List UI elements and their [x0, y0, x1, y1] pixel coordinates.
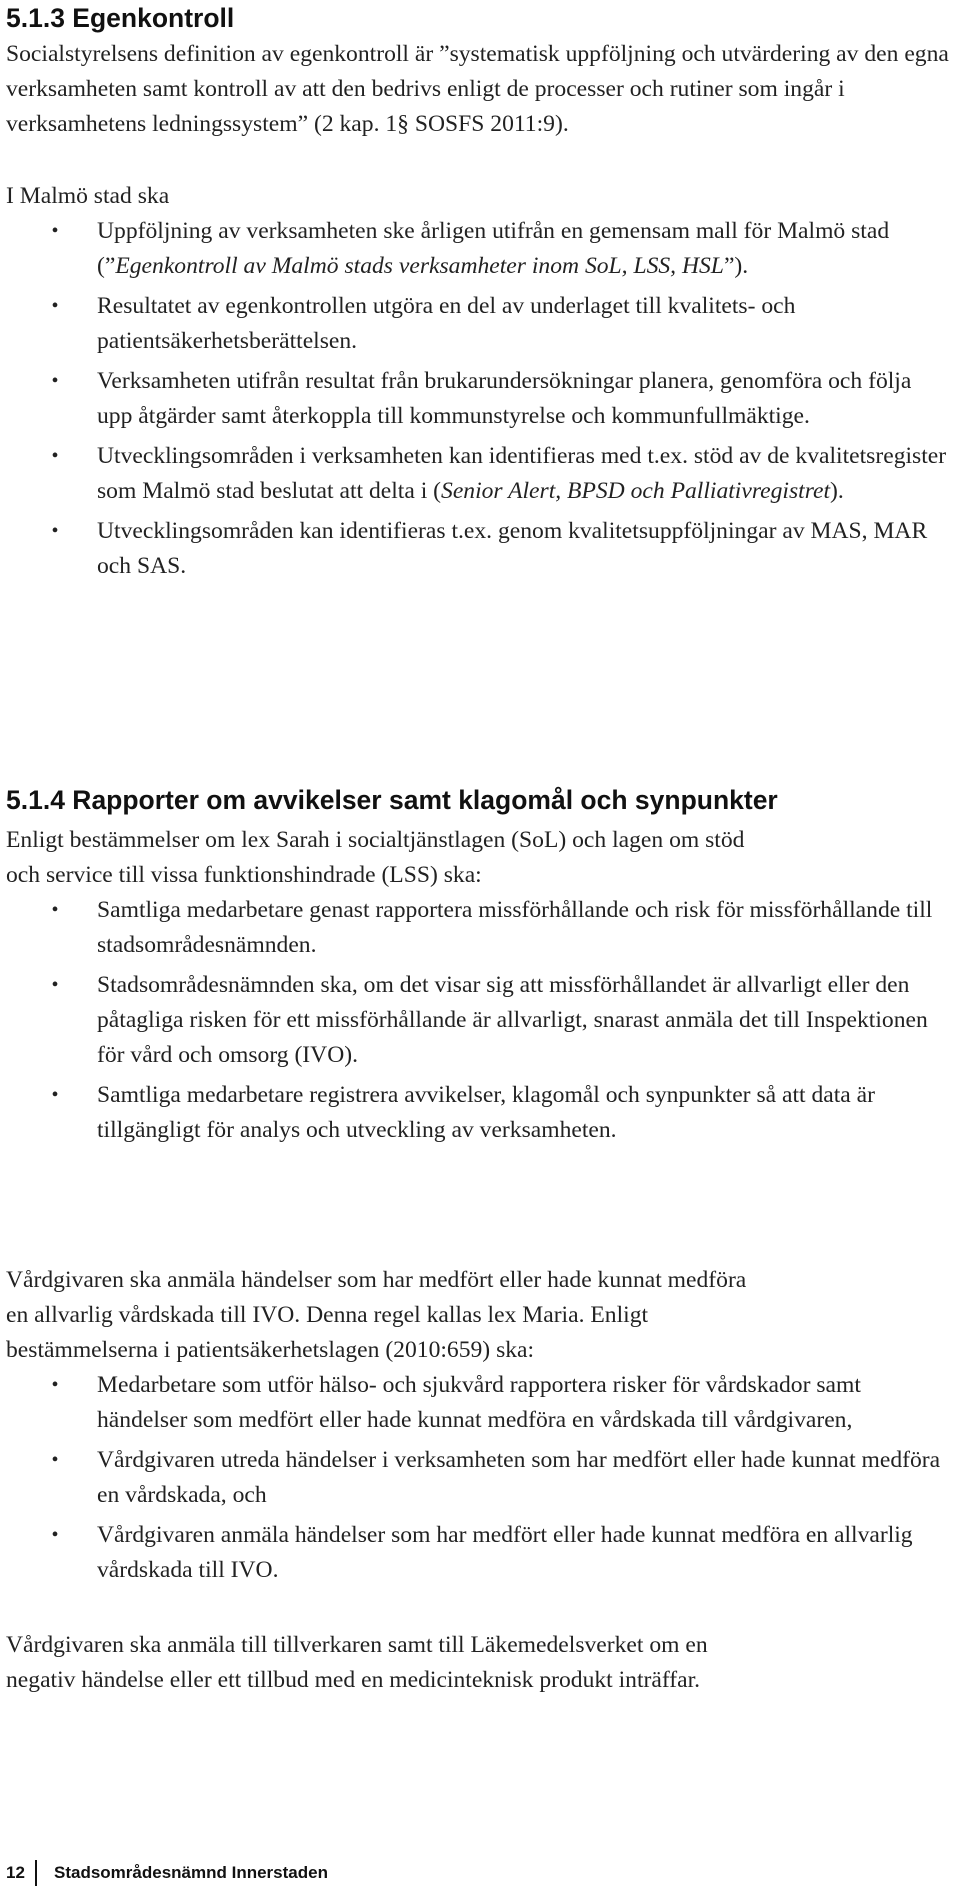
list-item: • Uppföljning av verksamheten ske årligen utifrån en gemensam mall för Malmö stad (”Egenkontroll av Malmö stads verksamheter inom SoL, LSS, HSL”).: [0, 214, 960, 284]
list-item: • Vårdgivaren anmäla händelser som har medfört eller hade kunnat medföra en allvarlig vårdskada till IVO.: [0, 1518, 960, 1588]
list-item: • Utvecklingsområden i verksamheten kan identifieras med t.ex. stöd av de kvalitetsregister som Malmö stad beslutat att delta i (Senior Alert, BPSD och Palliativregistret).: [0, 439, 960, 509]
bullet-icon: •: [51, 370, 59, 392]
malmo-lead-text: I Malmö stad ska: [6, 183, 170, 209]
bullet-icon: •: [51, 1374, 59, 1396]
lex-sarah-intro-paragraph: Enligt bestämmelser om lex Sarah i socialtjänstlagen (SoL) och lagen om stöd och service till vissa funktionshindrade (LSS) ska:: [6, 827, 745, 888]
bullet-icon: •: [51, 1524, 59, 1546]
bullet-icon: •: [51, 295, 59, 317]
bullet-icon: •: [51, 220, 59, 242]
section-heading-egenkontroll: 5.1.3 Egenkontroll: [6, 3, 235, 33]
bullet-icon: •: [51, 1449, 59, 1471]
page-footer: [6, 1860, 328, 1886]
list-item: • Utvecklingsområden kan identifieras t.ex. genom kvalitetsuppföljningar av MAS, MAR och SAS.: [0, 514, 960, 584]
list-item: • Samtliga medarbetare registrera avvikelser, klagomål och synpunkter så att data är tillgängligt för analys och utveckling av verksamheten.: [0, 1078, 960, 1148]
list-item: • Vårdgivaren utreda händelser i verksamheten som har medfört eller hade kunnat medföra en vårdskada, och: [0, 1443, 960, 1513]
egenkontroll-intro-paragraph: Socialstyrelsens definition av egenkontroll är ”systematisk uppföljning och utvärdering av den egna verksamheten samt kontroll av att den bedrivs enligt de processer och rutiner som ingår i verksamhetens ledningssystem” (2 kap. 1§ SOSFS 2011:9).: [6, 41, 949, 137]
egenkontroll-bullet-list: [0, 214, 960, 589]
lex-maria-bullet-list: [0, 1368, 960, 1593]
section-heading-avvikelser: 5.1.4 Rapporter om avvikelser samt klagomål och synpunkter: [6, 785, 778, 815]
bullet-icon: •: [51, 445, 59, 467]
lex-maria-paragraph: Vårdgivaren ska anmäla händelser som har medfört eller hade kunnat medföra en allvarlig vårdskada till IVO. Denna regel kallas lex Maria. Enligt bestämmelserna i patientsäkerhetslagen (2010:659) ska:: [6, 1267, 747, 1363]
footer-divider: [35, 1860, 37, 1886]
bullet-icon: •: [51, 520, 59, 542]
page-number: 12: [6, 1863, 25, 1882]
footer-department: Stadsområdesnämnd Innerstaden: [54, 1863, 328, 1882]
bullet-icon: •: [51, 974, 59, 996]
list-item: • Verksamheten utifrån resultat från brukarundersökningar planera, genomföra och följa upp åtgärder samt återkoppla till kommunstyrelse och kommunfullmäktige.: [0, 364, 960, 434]
lex-sarah-bullet-list: [0, 893, 960, 1153]
bullet-icon: •: [51, 1084, 59, 1106]
document-title-italic: Egenkontroll av Malmö stads verksamheter inom SoL, LSS, HSL: [115, 253, 724, 279]
list-item: • Stadsområdesnämnden ska, om det visar sig att missförhållandet är allvarligt eller den påtagliga risken för ett missförhållande är allvarligt, snarast anmäla det till Inspektionen för vård och omsorg (IVO).: [0, 968, 960, 1073]
bullet-icon: •: [51, 899, 59, 921]
list-item: • Samtliga medarbetare genast rapportera missförhållande och risk för missförhållande till stadsområdesnämnden.: [0, 893, 960, 963]
medical-device-paragraph: Vårdgivaren ska anmäla till tillverkaren samt till Läkemedelsverket om en negativ händelse eller ett tillbud med en medicinteknisk produkt inträffar.: [6, 1632, 708, 1693]
list-item: • Medarbetare som utför hälso- och sjukvård rapportera risker för vårdskador samt händelser som medfört eller hade kunnat medföra en vårdskada till vårdgivaren,: [0, 1368, 960, 1438]
quality-registers-italic: Senior Alert, BPSD och Palliativregistret: [441, 478, 831, 504]
list-item: • Resultatet av egenkontrollen utgöra en del av underlaget till kvalitets- och patientsäkerhetsberättelsen.: [0, 289, 960, 359]
